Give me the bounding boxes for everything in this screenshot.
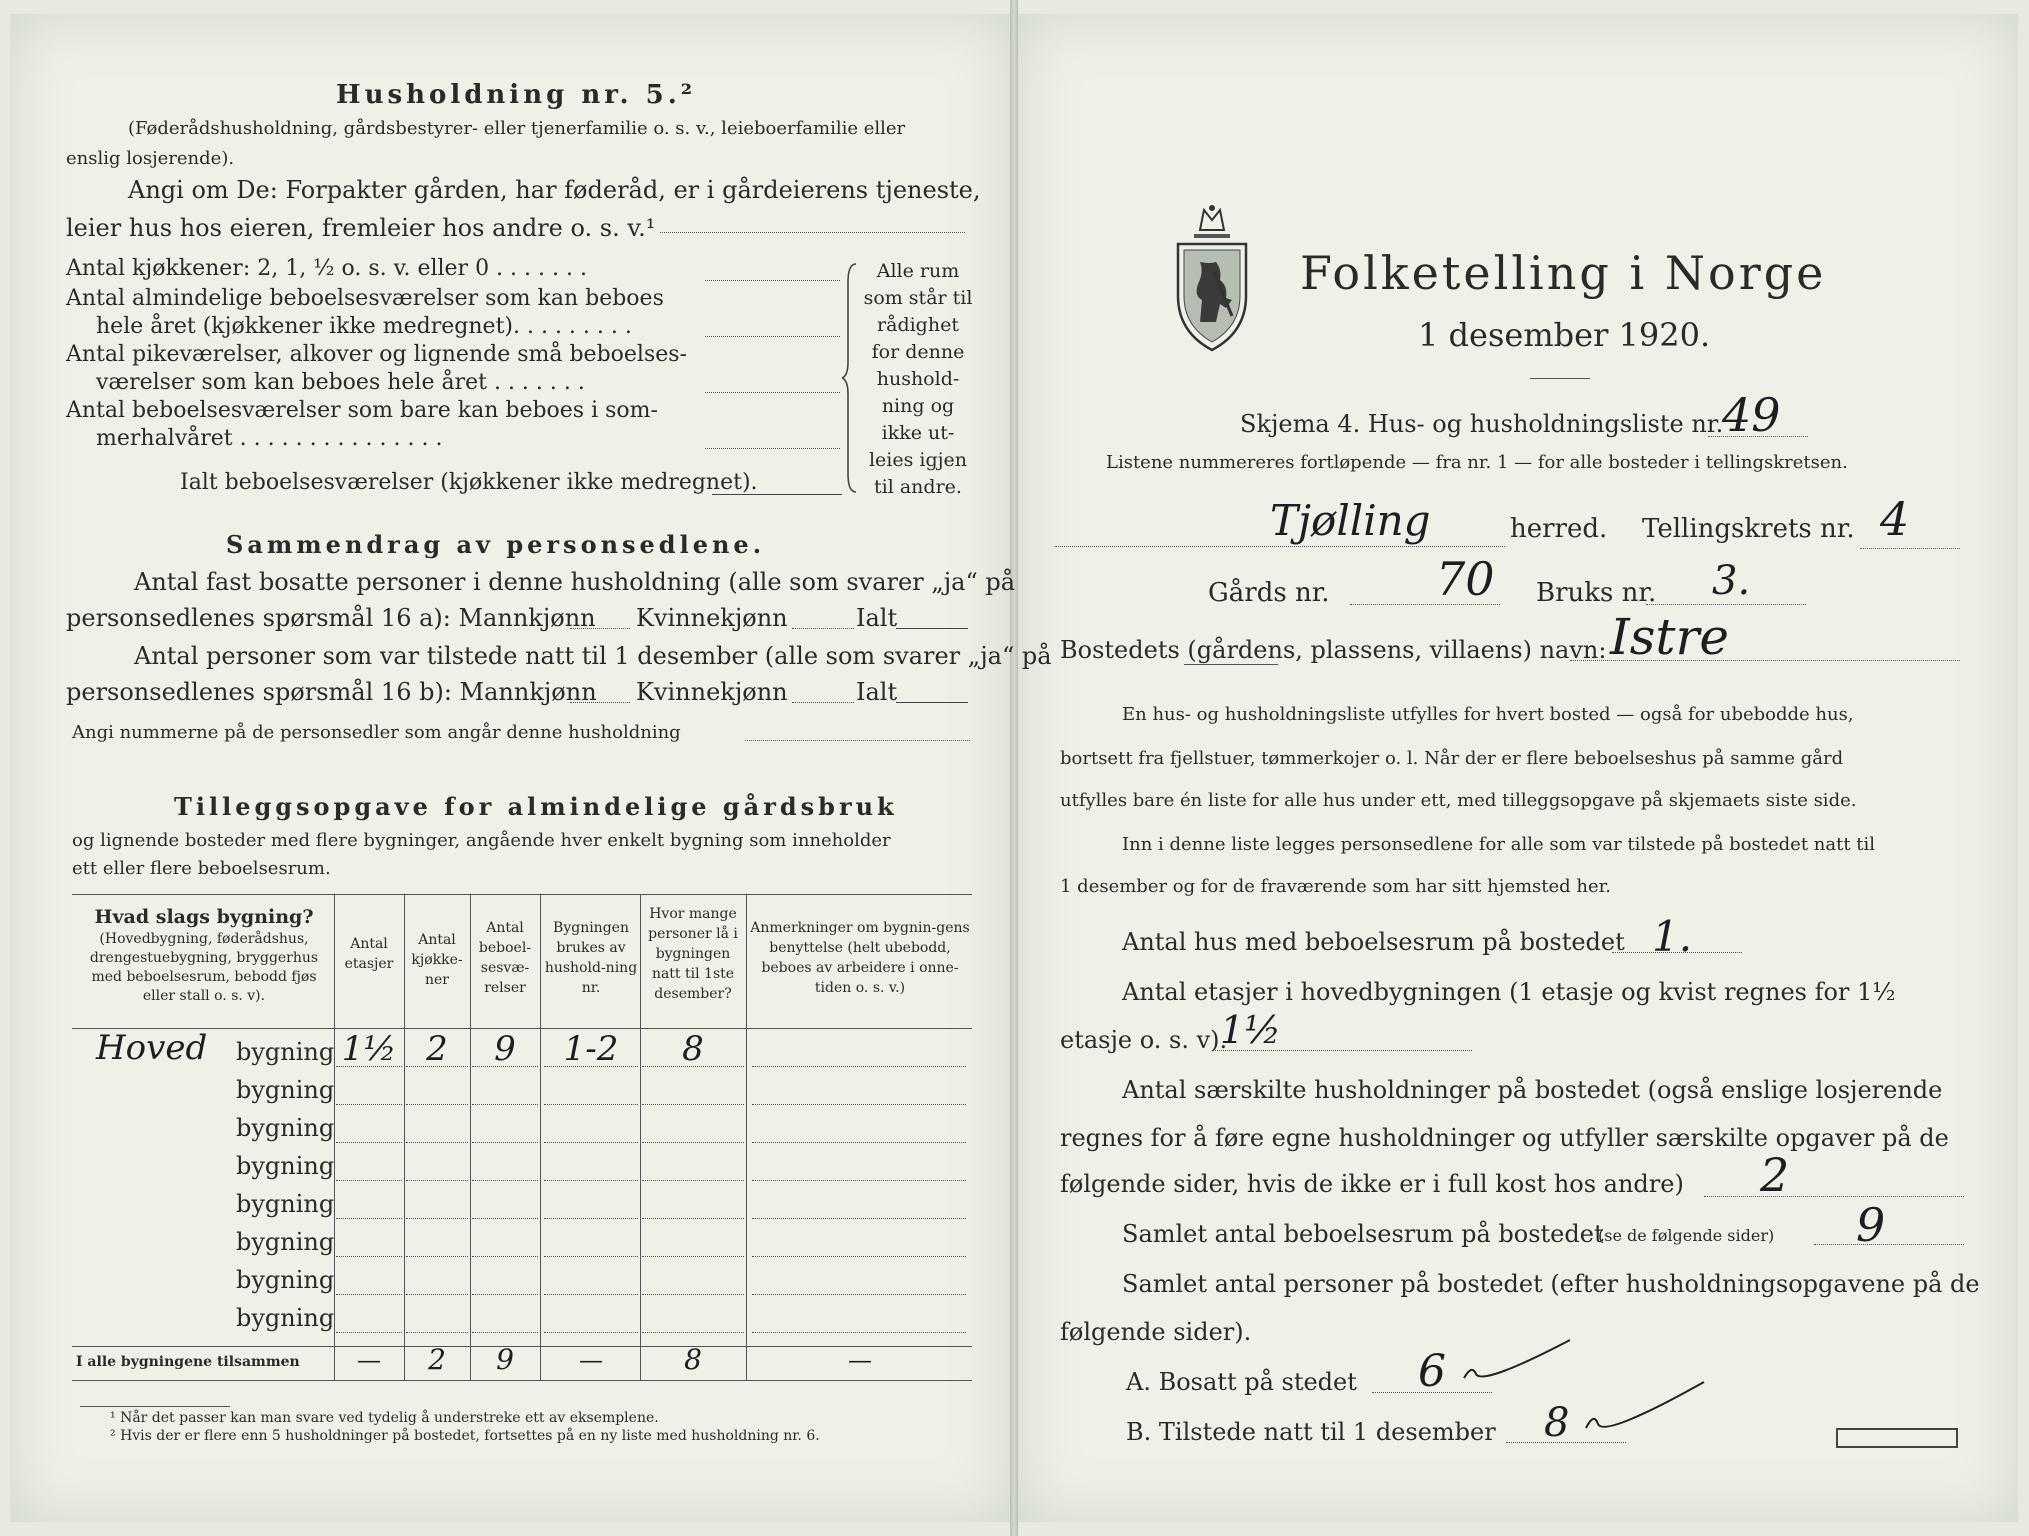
q-hush-1: Antal særskilte husholdninger på bostedet (også enslige losjerende <box>1122 1076 1943 1104</box>
skjema-nr-line <box>1708 436 1808 437</box>
brace-note-line: ikke ut- <box>881 422 955 444</box>
row-rule <box>642 1294 744 1295</box>
sammendrag-line-2: personsedlenes spørsmål 16 a): Mannkjønn <box>66 604 596 632</box>
table-total-border <box>72 1346 972 1347</box>
total-label: I alle bygningene tilsammen <box>76 1354 300 1370</box>
norway-coat-of-arms-icon <box>1170 204 1254 354</box>
pike-line <box>705 392 840 393</box>
col-header-type <box>76 904 332 1006</box>
total-kjokkener: 2 <box>428 1343 446 1376</box>
col-header-type-title: Hvad slags bygning? <box>94 906 314 928</box>
q-hush-2: regnes for å føre egne husholdninger og utfyller særskilte opgaver på de <box>1060 1124 1949 1152</box>
row-rule <box>752 1066 966 1067</box>
row-rule <box>472 1066 538 1067</box>
table-bottom-border <box>72 1380 972 1381</box>
row-rule <box>336 1256 402 1257</box>
brace-note-line: til andre. <box>874 476 962 498</box>
bosted-value: Istre <box>1610 608 1729 666</box>
row-rule <box>336 1104 402 1105</box>
alm-line <box>705 336 840 337</box>
ialt-label: Ialt beboelsesværelser (kjøkkener ikke medregnet). <box>180 470 758 495</box>
sommer-line <box>705 448 840 449</box>
total-brukes: — <box>579 1346 603 1374</box>
brace-note <box>858 258 978 501</box>
bosted-label: Bostedets (gårdens, plassens, villaens) navn: <box>1060 636 1607 664</box>
row-rule <box>544 1218 638 1219</box>
cell-personer: 8 <box>682 1029 704 1069</box>
col-header-anmerkninger: Anmerkninger om bygnin-gens benyttelse (helt ubebodd, beboes av arbeidere i onne-tiden o. s. v.) <box>750 920 970 996</box>
row-rule <box>336 1180 402 1181</box>
brace-note-line: for denne <box>871 341 965 363</box>
para1-line-1: En hus- og husholdningsliste utfylles for hvert bosted — også for ubebodde hus, <box>1122 704 1854 725</box>
table-top-border <box>72 894 972 895</box>
building-label: bygning <box>236 1038 335 1066</box>
total-vaerelser: 9 <box>496 1343 514 1376</box>
kvinne-a-line <box>792 628 854 629</box>
para1-line-2: bortsett fra fjellstuer, tømmerkojer o. l. Når der er flere beboelseshus på samme gård <box>1060 748 1844 769</box>
row-rule <box>544 1180 638 1181</box>
row-rule <box>642 1066 744 1067</box>
ialt-a-line <box>896 628 968 629</box>
row-rule <box>336 1142 402 1143</box>
building-label: bygning <box>236 1190 335 1218</box>
intro-line-2: enslig losjerende). <box>66 148 235 169</box>
sammendrag-line-4: personsedlenes spørsmål 16 b): Mannkjønn <box>66 678 597 706</box>
q-hus-line <box>1612 952 1742 953</box>
gards-line <box>1350 604 1500 605</box>
b-label: B. Tilstede natt til 1 desember <box>1126 1418 1496 1446</box>
gards-value: 70 <box>1436 552 1495 606</box>
sammendrag-title: Sammendrag av personsedlene. <box>226 530 766 559</box>
row-rule <box>406 1104 468 1105</box>
q-etasjer-line <box>1212 1050 1472 1051</box>
row-rule <box>406 1066 468 1067</box>
q-etasjer-2: etasje o. s. v). <box>1060 1026 1228 1054</box>
row-rule <box>642 1218 744 1219</box>
tillegg-sub-2: ett eller flere beboelsesrum. <box>72 858 331 879</box>
ialt-b-label: Ialt <box>856 678 898 706</box>
tellingskrets-value: 4 <box>1880 492 1910 546</box>
row-rule <box>752 1256 966 1257</box>
building-label: bygning <box>236 1114 335 1142</box>
building-label: bygning <box>236 1228 335 1256</box>
a-line <box>1372 1392 1492 1393</box>
gards-label: Gårds nr. <box>1208 578 1330 608</box>
col-header-kjokkener: Antal kjøkke-ner <box>411 932 463 988</box>
angi-nummerne: Angi nummerne på de personsedler som angår denne husholdning <box>72 722 681 743</box>
herred-value: Tjølling <box>1270 496 1431 545</box>
col-header-personer: Hvor mange personer lå i bygningen natt til 1ste desember? <box>648 906 738 1002</box>
skjema-nr-value: 49 <box>1722 388 1781 442</box>
row-rule <box>472 1218 538 1219</box>
herred-label: herred. <box>1510 514 1608 544</box>
table-col-divider <box>640 894 641 1380</box>
building-type-value: Hoved <box>96 1028 208 1068</box>
sammendrag-line-3: Antal personer som var tilstede natt til 1 desember (alle som svarer „ja“ på <box>134 642 1052 670</box>
q-hus-label: Antal hus med beboelsesrum på bostedet <box>1122 928 1625 956</box>
row-rule <box>406 1332 468 1333</box>
q-pers-1: Samlet antal personer på bostedet (efter husholdningsopgavene på de <box>1122 1270 1980 1298</box>
row-rule <box>406 1142 468 1143</box>
tellingskrets-line <box>1860 548 1960 549</box>
cell-brukes: 1-2 <box>563 1029 619 1069</box>
row-rule <box>752 1180 966 1181</box>
table-col-divider <box>404 894 405 1380</box>
bruks-value: 3. <box>1712 558 1751 604</box>
row-rule <box>642 1332 744 1333</box>
kvinne-a-label: Kvinnekjønn <box>636 604 788 632</box>
row-rule <box>544 1256 638 1257</box>
check-mark-icon <box>1580 1376 1710 1442</box>
alm-label-2: hele året (kjøkkener ikke medregnet). . . . . . . . . <box>96 314 632 339</box>
total-personer: 8 <box>684 1343 702 1376</box>
row-rule <box>406 1294 468 1295</box>
brace-note-line: hushold- <box>876 368 960 390</box>
col-header-brukes: Bygningen brukes av hushold-ning nr. <box>544 920 638 996</box>
kvinne-b-label: Kvinnekjønn <box>636 678 788 706</box>
alm-label-1: Antal almindelige beboelsesværelser som kan beboes <box>66 286 664 311</box>
row-rule <box>642 1180 744 1181</box>
q-rum-small: (se de følgende sider) <box>1598 1226 1775 1245</box>
row-rule <box>544 1066 638 1067</box>
row-rule <box>544 1332 638 1333</box>
row-rule <box>336 1218 402 1219</box>
bruks-line <box>1646 604 1806 605</box>
row-rule <box>752 1142 966 1143</box>
tillegg-sub-1: og lignende bosteder med flere bygninger, angående hver enkelt bygning som inneholder <box>72 830 891 851</box>
row-rule <box>472 1294 538 1295</box>
sommer-label-1: Antal beboelsesværelser som bare kan beboes i som- <box>66 398 658 423</box>
row-rule <box>472 1180 538 1181</box>
cell-kjokkener: 2 <box>426 1029 448 1069</box>
row-rule <box>406 1256 468 1257</box>
kvinne-b-line <box>792 702 854 703</box>
skjema-label: Skjema 4. Hus- og husholdningsliste nr. <box>1240 410 1724 438</box>
angi-line-1: Angi om De: Forpakter gården, har føderåd, er i gårdeierens tjeneste, <box>128 176 981 204</box>
angi-line-2: leier hus hos eieren, fremleier hos andre o. s. v.¹ <box>66 214 656 242</box>
col-header-etasjer: Antal etasjer <box>344 936 394 972</box>
census-title: Folketelling i Norge <box>1300 246 1827 300</box>
cell-vaerelser: 9 <box>494 1029 516 1069</box>
row-rule <box>472 1142 538 1143</box>
total-anm: — <box>848 1346 872 1374</box>
q-etasjer-1: Antal etasjer i hovedbygningen (1 etasje og kvist regnes for 1½ <box>1122 978 1896 1006</box>
sommer-label-2: merhalvåret . . . . . . . . . . . . . . . <box>96 426 443 451</box>
ialt-b-line <box>896 702 968 703</box>
b-line <box>1506 1442 1626 1443</box>
a-label: A. Bosatt på stedet <box>1126 1368 1357 1396</box>
census-date: 1 desember 1920. <box>1418 316 1711 354</box>
total-etasjer: — <box>357 1346 381 1374</box>
building-label: bygning <box>236 1076 335 1104</box>
row-rule <box>544 1142 638 1143</box>
mann-a-line <box>570 628 630 629</box>
herred-line <box>1055 546 1505 547</box>
q-etasjer-value: 1½ <box>1220 1008 1282 1052</box>
col-header-vaerelser: Antal beboel-sesvæ-relser <box>478 920 532 996</box>
q-hush-line <box>1704 1196 1964 1197</box>
ialt-a-label: Ialt <box>856 604 898 632</box>
q-hush-value: 2 <box>1760 1148 1790 1202</box>
row-rule <box>544 1104 638 1105</box>
brace-note-line: rådighet <box>877 314 959 336</box>
angi-answer-line <box>660 232 965 233</box>
q-pers-2: følgende sider). <box>1060 1318 1252 1346</box>
row-rule <box>472 1332 538 1333</box>
household-title: Husholdning nr. 5.² <box>336 80 697 110</box>
row-rule <box>336 1294 402 1295</box>
row-rule <box>472 1256 538 1257</box>
brace-note-line: Alle rum <box>876 260 960 282</box>
footnote-2: ² Hvis der er flere enn 5 husholdninger på bostedet, fortsettes på en ny liste med husholdning nr. 6. <box>110 1428 820 1444</box>
angi-nummerne-line <box>745 740 970 741</box>
q-rum-label: Samlet antal beboelsesrum på bostedet <box>1122 1220 1604 1248</box>
page-fold <box>1010 0 1018 1536</box>
row-rule <box>642 1142 744 1143</box>
row-rule <box>336 1066 402 1067</box>
tellingskrets-label: Tellingskrets nr. <box>1642 514 1855 544</box>
listene-note: Listene nummereres fortløpende — fra nr. 1 — for alle bosteder i tellingskretsen. <box>1106 452 1848 473</box>
para2-line-1: Inn i denne liste legges personsedlene for alle som var tilstede på bostedet natt til <box>1122 834 1876 855</box>
q-hus-value: 1. <box>1652 912 1693 961</box>
col-header-type-body: (Hovedbygning, føderådshus, drengestuebygning, bryggerhus med beboelsesrum, bebodd fjøs eller stall o. s. v). <box>89 931 319 1004</box>
q-hush-3: følgende sider, hvis de ikke er i full kost hos andre) <box>1060 1170 1684 1198</box>
building-label: bygning <box>236 1152 335 1180</box>
gardens-underline <box>1184 664 1278 665</box>
pike-label-1: Antal pikeværelser, alkover og lignende små beboelses- <box>66 342 687 367</box>
building-label: bygning <box>236 1266 335 1294</box>
kjokkener-line <box>705 280 840 281</box>
bosted-line <box>1570 660 1960 661</box>
table-col-divider <box>540 894 541 1380</box>
brace-note-line: leies igjen <box>868 449 968 471</box>
tillegg-title: Tilleggsopgave for almindelige gårdsbruk <box>174 792 898 821</box>
sammendrag-line-1: Antal fast bosatte personer i denne husholdning (alle som svarer „ja“ på <box>134 568 1016 596</box>
title-rule <box>1530 378 1590 379</box>
para1-line-3: utfylles bare én liste for alle hus under ett, med tilleggsopgave på skjemaets siste side. <box>1060 790 1857 811</box>
brace-note-line: ning og <box>881 395 955 417</box>
intro-line-1: (Føderådshusholdning, gårdsbestyrer- eller tjenerfamilie o. s. v., leieboerfamilie eller <box>128 118 906 139</box>
para2-line-2: 1 desember og for de fraværende som har sitt hjemsted her. <box>1060 876 1611 897</box>
printer-stamp <box>1836 1428 1958 1448</box>
row-rule <box>336 1332 402 1333</box>
q-rum-value: 9 <box>1856 1198 1886 1252</box>
table-col-divider <box>746 894 747 1380</box>
row-rule <box>752 1294 966 1295</box>
row-rule <box>752 1104 966 1105</box>
row-rule <box>406 1218 468 1219</box>
cell-etasjer: 1½ <box>341 1029 397 1069</box>
footnote-1: ¹ Når det passer kan man svare ved tydelig å understreke ett av eksemplene. <box>110 1410 659 1426</box>
row-rule <box>472 1104 538 1105</box>
row-rule <box>544 1294 638 1295</box>
pike-label-2: værelser som kan beboes hele året . . . . . . . <box>96 370 585 395</box>
bruks-label: Bruks nr. <box>1536 578 1657 608</box>
kjokkener-label: Antal kjøkkener: 2, 1, ½ o. s. v. eller 0 . . . . . . . <box>66 256 587 281</box>
ialt-line <box>712 494 842 495</box>
table-col-divider <box>470 894 471 1380</box>
row-rule <box>642 1256 744 1257</box>
mann-b-line <box>570 702 630 703</box>
b-value: 8 <box>1544 1400 1570 1446</box>
row-rule <box>406 1180 468 1181</box>
brace-note-line: som står til <box>863 287 973 309</box>
row-rule <box>642 1104 744 1105</box>
row-rule <box>752 1332 966 1333</box>
building-label: bygning <box>236 1304 335 1332</box>
q-rum-line <box>1814 1244 1964 1245</box>
footnote-rule <box>80 1406 230 1407</box>
a-value: 6 <box>1418 1346 1446 1397</box>
row-rule <box>752 1218 966 1219</box>
check-mark-icon <box>1460 1334 1580 1390</box>
